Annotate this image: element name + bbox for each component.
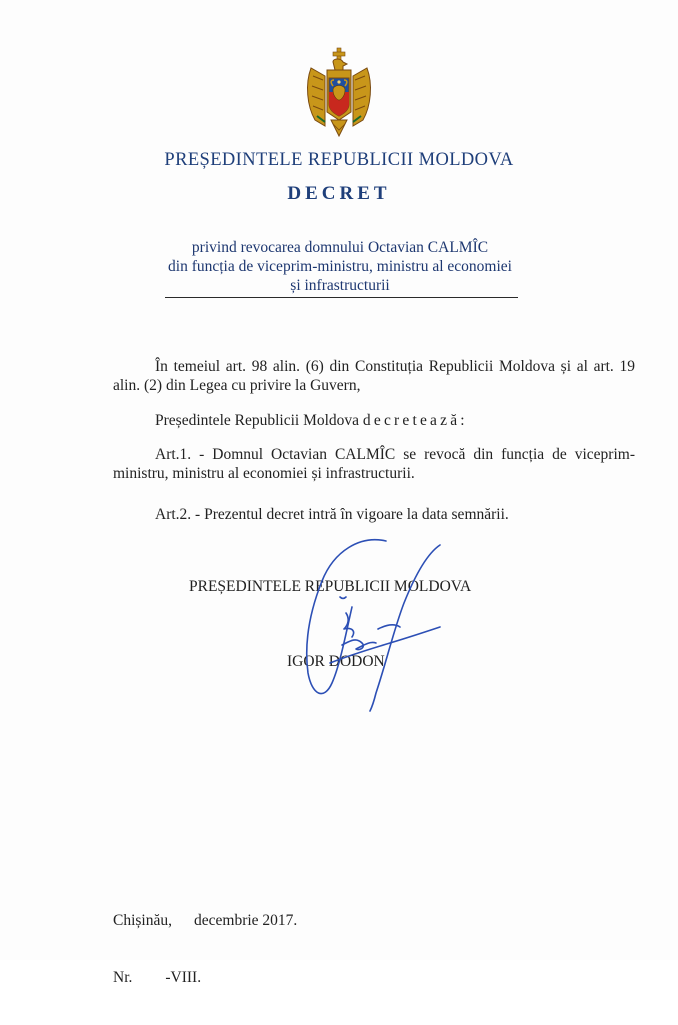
signatory-title: PREȘEDINTELE REPUBLICII MOLDOVA <box>189 578 472 595</box>
decree-subject <box>140 238 540 295</box>
handwritten-signature <box>290 533 450 718</box>
subject-underline <box>165 297 518 298</box>
preamble-subject: Președintele Republicii Moldova <box>155 412 363 429</box>
legal-basis-paragraph: În temeiul art. 98 alin. (6) din Constituția Republicii Moldova și al art. 19 alin. (2) din Legea cu privire la Guvern, <box>113 358 635 394</box>
subject-line: din funcția de viceprim-ministru, ministru al economiei <box>168 258 512 275</box>
subject-line: și infrastructurii <box>290 277 390 294</box>
signatory-name: IGOR DODON <box>287 653 385 670</box>
preamble-verb: decretează: <box>362 412 468 429</box>
place-and-date <box>113 873 297 1025</box>
article-2: Art.2. - Prezentul decret intră în vigoare la data semnării. <box>155 506 509 523</box>
coat-of-arms-icon <box>303 46 375 142</box>
article-1: Art.1. - Domnul Octavian CALMÎC se revocă din funcția de viceprim-ministru, ministru al economiei și infrastructurii. <box>113 446 635 482</box>
number-label: Nr. <box>113 969 133 986</box>
number-value: -VIII. <box>165 969 202 986</box>
subject-line: privind revocarea domnului Octavian CALMÎC <box>191 239 489 256</box>
decree-preamble <box>113 411 635 430</box>
place-date-line <box>113 911 297 930</box>
number-line <box>113 968 297 987</box>
date: decembrie 2017. <box>194 912 298 929</box>
issuer-title: PREȘEDINTELE REPUBLICII MOLDOVA <box>164 150 514 170</box>
document-type-heading: DECRET <box>287 183 391 204</box>
place: Chișinău, <box>113 912 172 929</box>
